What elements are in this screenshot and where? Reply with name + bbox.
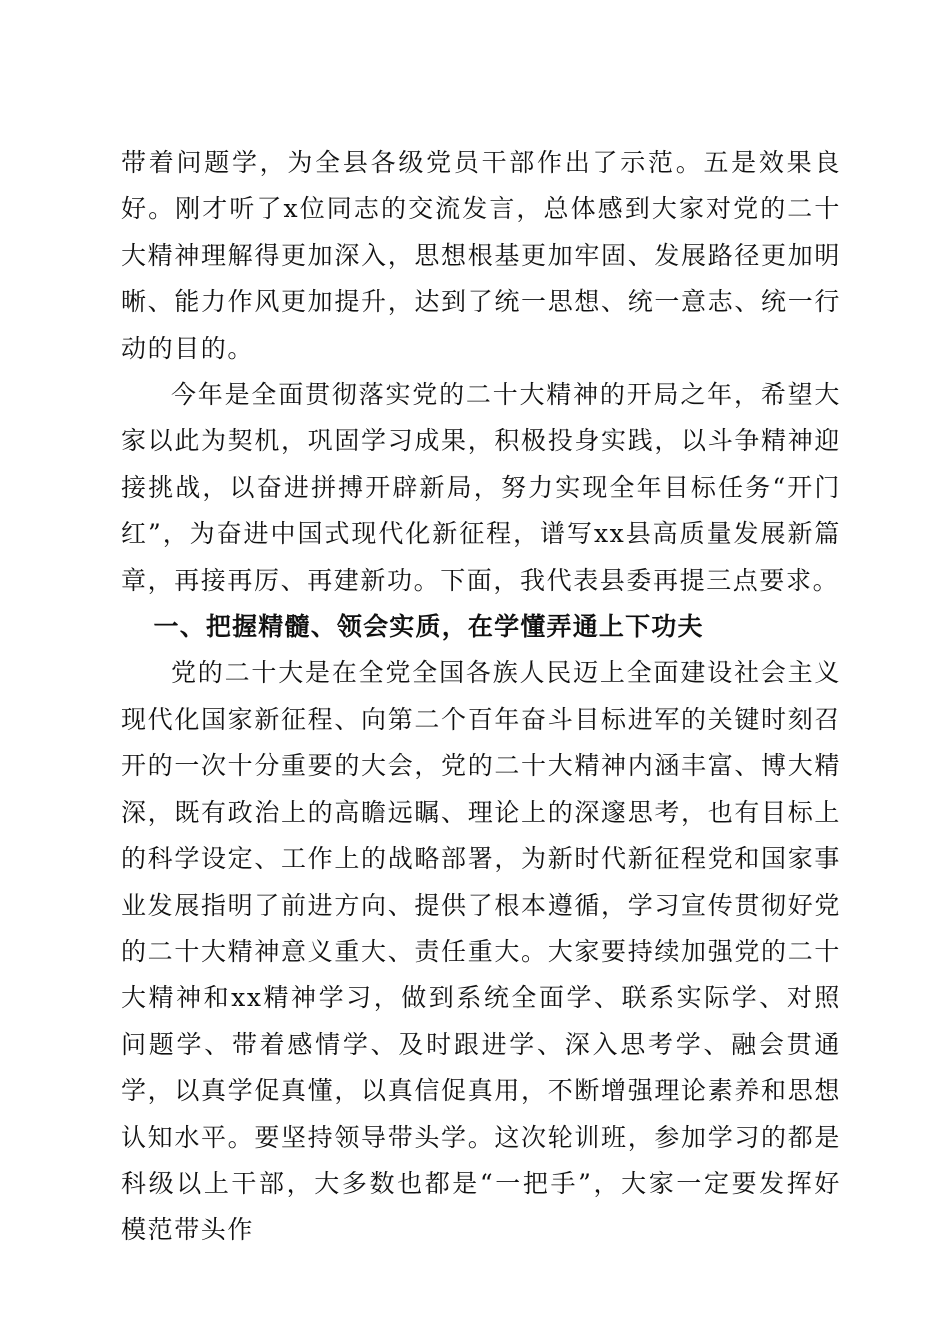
section-heading-1: 一、把握精髓、领会实质，在学懂弄通上下功夫 xyxy=(153,612,704,642)
document-body xyxy=(121,140,841,1254)
paragraph-2: 今年是全面贯彻落实党的二十大精神的开局之年，希望大家以此为契机，巩固学习成果，积极投身实践，以斗争精神迎接挑战，以奋进拼搏开辟新局，努力实现全年目标任务“开门红”，为奋进中国式现代化新征程，谱写xx县高质量发展新篇章，再接再厉、再建新功。下面，我代表县委再提三点要求。 xyxy=(121,380,841,595)
paragraph-1: 带着问题学，为全县各级党员干部作出了示范。五是效果良好。刚才听了x位同志的交流发言，总体感到大家对党的二十大精神理解得更加深入，思想根基更加牢固、发展路径更加明晰、能力作风更加提升，达到了统一思想、统一意志、统一行动的目的。 xyxy=(121,148,841,363)
paragraph-3: 党的二十大是在全党全国各族人民迈上全面建设社会主义现代化国家新征程、向第二个百年奋斗目标进军的关键时刻召开的一次十分重要的大会，党的二十大精神内涵丰富、博大精深，既有政治上的高瞻远瞩、理论上的深邃思考，也有目标上的科学设定、工作上的战略部署，为新时代新征程党和国家事业发展指明了前进方向、提供了根本遵循，学习宣传贯彻好党的二十大精神意义重大、责任重大。大家要持续加强党的二十大精神和xx精神学习，做到系统全面学、联系实际学、对照问题学、带着感情学、及时跟进学、深入思考学、融会贯通学，以真学促真懂，以真信促真用，不断增强理论素养和思想认知水平。要坚持领导带头学。这次轮训班，参加学习的都是科级以上干部，大多数也都是“一把手”，大家一定要发挥好模范带头作 xyxy=(121,658,841,1245)
